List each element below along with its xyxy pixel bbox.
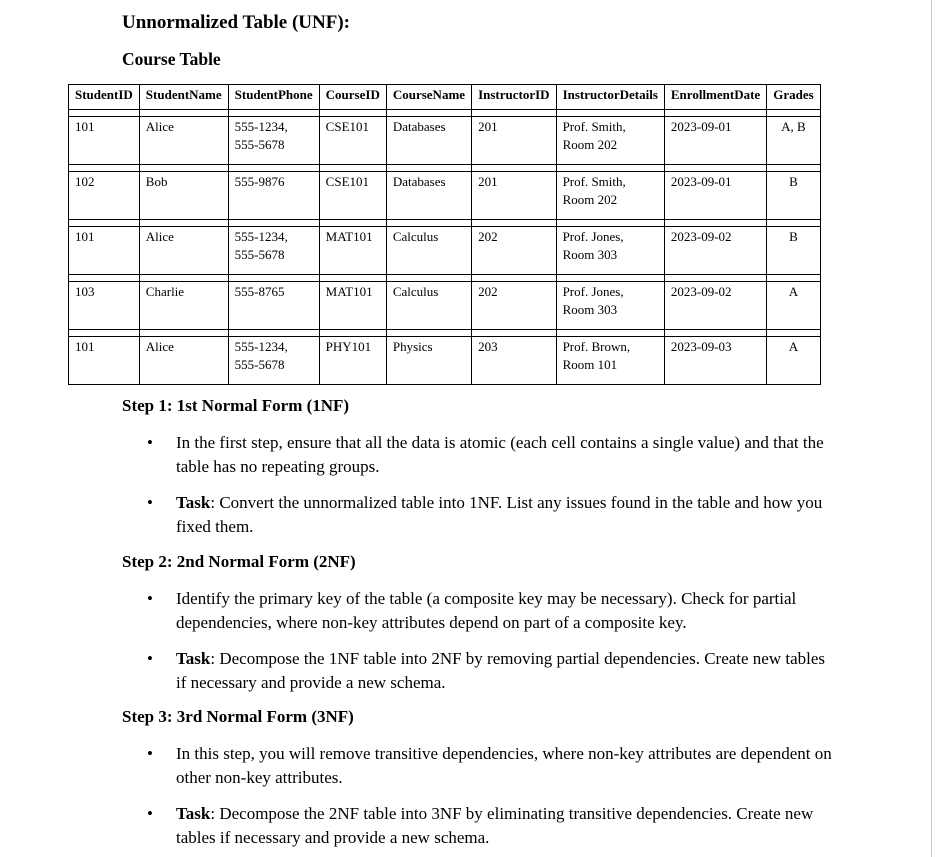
cell-enrollment-date: 2023-09-01 [664, 172, 766, 220]
cell-course-id: CSE101 [319, 117, 386, 165]
cell-student-id: 101 [69, 227, 140, 275]
bullet-text: In the first step, ensure that all the data is atomic (each cell contains a single value) and that the table has no repeating groups. [176, 433, 824, 476]
bullet-dot: • [147, 804, 153, 823]
cell-student-name: Alice [139, 117, 228, 165]
step-1-heading: Step 1: 1st Normal Form (1NF) [122, 396, 350, 415]
cell-student-phone [228, 172, 319, 220]
cell-instructor-details [556, 172, 664, 220]
col-header-courseid: CourseID [319, 85, 386, 110]
phone-line-1: 555-1234, [234, 119, 288, 134]
cell-course-id: MAT101 [319, 282, 386, 330]
cell-student-id: 101 [69, 337, 140, 385]
cell-instructor-id: 201 [472, 117, 557, 165]
cell-student-phone [228, 117, 319, 165]
bullet-text [176, 802, 836, 850]
task-text: : Decompose the 2NF table into 3NF by eliminating transitive dependencies. Create new tables if necessary and provide a new schema. [176, 804, 814, 847]
table-header-row [69, 85, 821, 110]
cell-enrollment-date: 2023-09-02 [664, 227, 766, 275]
cell-student-id: 102 [69, 172, 140, 220]
cell-instructor-id: 203 [472, 337, 557, 385]
cell-student-name: Bob [139, 172, 228, 220]
task-label: Task [176, 649, 211, 668]
table-row [69, 337, 821, 385]
cell-student-phone [228, 337, 319, 385]
table-row [69, 172, 821, 220]
cell-student-phone [228, 282, 319, 330]
col-header-studentid: StudentID [69, 85, 140, 110]
bullet-text: In this step, you will remove transitive dependencies, where non-key attributes are dependent on other non-key attributes. [176, 744, 832, 787]
cell-course-name: Databases [386, 172, 471, 220]
instructor-line-2: Room 303 [562, 247, 618, 262]
cell-instructor-id: 202 [472, 282, 557, 330]
cell-instructor-id: 202 [472, 227, 557, 275]
cell-course-id: CSE101 [319, 172, 386, 220]
cell-instructor-details [556, 282, 664, 330]
instructor-line-2: Room 303 [562, 302, 618, 317]
cell-instructor-details [556, 337, 664, 385]
bullet-text [176, 491, 836, 539]
bullet-dot: • [147, 493, 153, 512]
cell-enrollment-date: 2023-09-02 [664, 282, 766, 330]
instructor-line-2: Room 202 [562, 192, 618, 207]
cell-course-id: PHY101 [319, 337, 386, 385]
bullet-dot: • [147, 589, 153, 608]
cell-enrollment-date: 2023-09-01 [664, 117, 766, 165]
table-row [69, 227, 821, 275]
cell-course-name: Calculus [386, 282, 471, 330]
cell-instructor-details [556, 227, 664, 275]
instructor-line-2: Room 101 [562, 357, 618, 372]
col-header-instructordetails: InstructorDetails [556, 85, 664, 110]
step-3-heading: Step 3: 3rd Normal Form (3NF) [122, 707, 354, 726]
cell-course-id: MAT101 [319, 227, 386, 275]
cell-course-name: Physics [386, 337, 471, 385]
cell-student-name: Charlie [139, 282, 228, 330]
bullet-dot: • [147, 433, 153, 452]
phone-line-1: 555-9876 [234, 174, 285, 189]
bullet-dot: • [147, 744, 153, 763]
instructor-line-1: Prof. Smith, [562, 174, 626, 189]
step-2-heading: Step 2: 2nd Normal Form (2NF) [122, 552, 356, 571]
col-header-grades: Grades [767, 85, 820, 110]
instructor-line-1: Prof. Jones, [562, 229, 624, 244]
cell-enrollment-date: 2023-09-03 [664, 337, 766, 385]
task-label: Task [176, 493, 211, 512]
bullet-text [176, 647, 836, 695]
cell-course-name: Databases [386, 117, 471, 165]
bullet-dot: • [147, 649, 153, 668]
phone-line-1: 555-1234, [234, 339, 288, 354]
col-header-studentphone: StudentPhone [228, 85, 319, 110]
cell-course-name: Calculus [386, 227, 471, 275]
phone-line-2: 555-5678 [234, 247, 285, 262]
col-header-enrollmentdate: EnrollmentDate [664, 85, 766, 110]
col-header-studentname: StudentName [139, 85, 228, 110]
course-table [68, 84, 821, 385]
cell-grades: B [767, 172, 820, 220]
cell-student-id: 103 [69, 282, 140, 330]
bullet-text: Identify the primary key of the table (a composite key may be necessary). Check for partial dependencies, where non-key attributes depend on part of a composite key. [176, 589, 797, 632]
cell-instructor-id: 201 [472, 172, 557, 220]
task-label: Task [176, 804, 211, 823]
cell-student-phone [228, 227, 319, 275]
phone-line-1: 555-1234, [234, 229, 288, 244]
cell-student-name: Alice [139, 337, 228, 385]
task-text: : Decompose the 1NF table into 2NF by removing partial dependencies. Create new tables if necessary and provide a new schema. [176, 649, 826, 692]
cell-grades: B [767, 227, 820, 275]
cell-grades: A [767, 282, 820, 330]
table-row [69, 282, 821, 330]
task-text: : Convert the unnormalized table into 1NF. List any issues found in the table and how you fixed them. [176, 493, 823, 536]
instructor-line-1: Prof. Brown, [562, 339, 631, 354]
instructor-line-1: Prof. Smith, [562, 119, 626, 134]
instructor-line-1: Prof. Jones, [562, 284, 624, 299]
page-edge [931, 0, 932, 857]
document-title: Unnormalized Table (UNF): [122, 12, 350, 33]
phone-line-2: 555-5678 [234, 357, 285, 372]
table-row [69, 117, 821, 165]
table-caption: Course Table [122, 49, 221, 69]
phone-line-2: 555-5678 [234, 137, 285, 152]
phone-line-1: 555-8765 [234, 284, 285, 299]
col-header-instructorid: InstructorID [472, 85, 557, 110]
cell-student-id: 101 [69, 117, 140, 165]
instructor-line-2: Room 202 [562, 137, 618, 152]
col-header-coursename: CourseName [386, 85, 471, 110]
cell-grades: A [767, 337, 820, 385]
cell-instructor-details [556, 117, 664, 165]
cell-student-name: Alice [139, 227, 228, 275]
cell-grades: A, B [767, 117, 820, 165]
